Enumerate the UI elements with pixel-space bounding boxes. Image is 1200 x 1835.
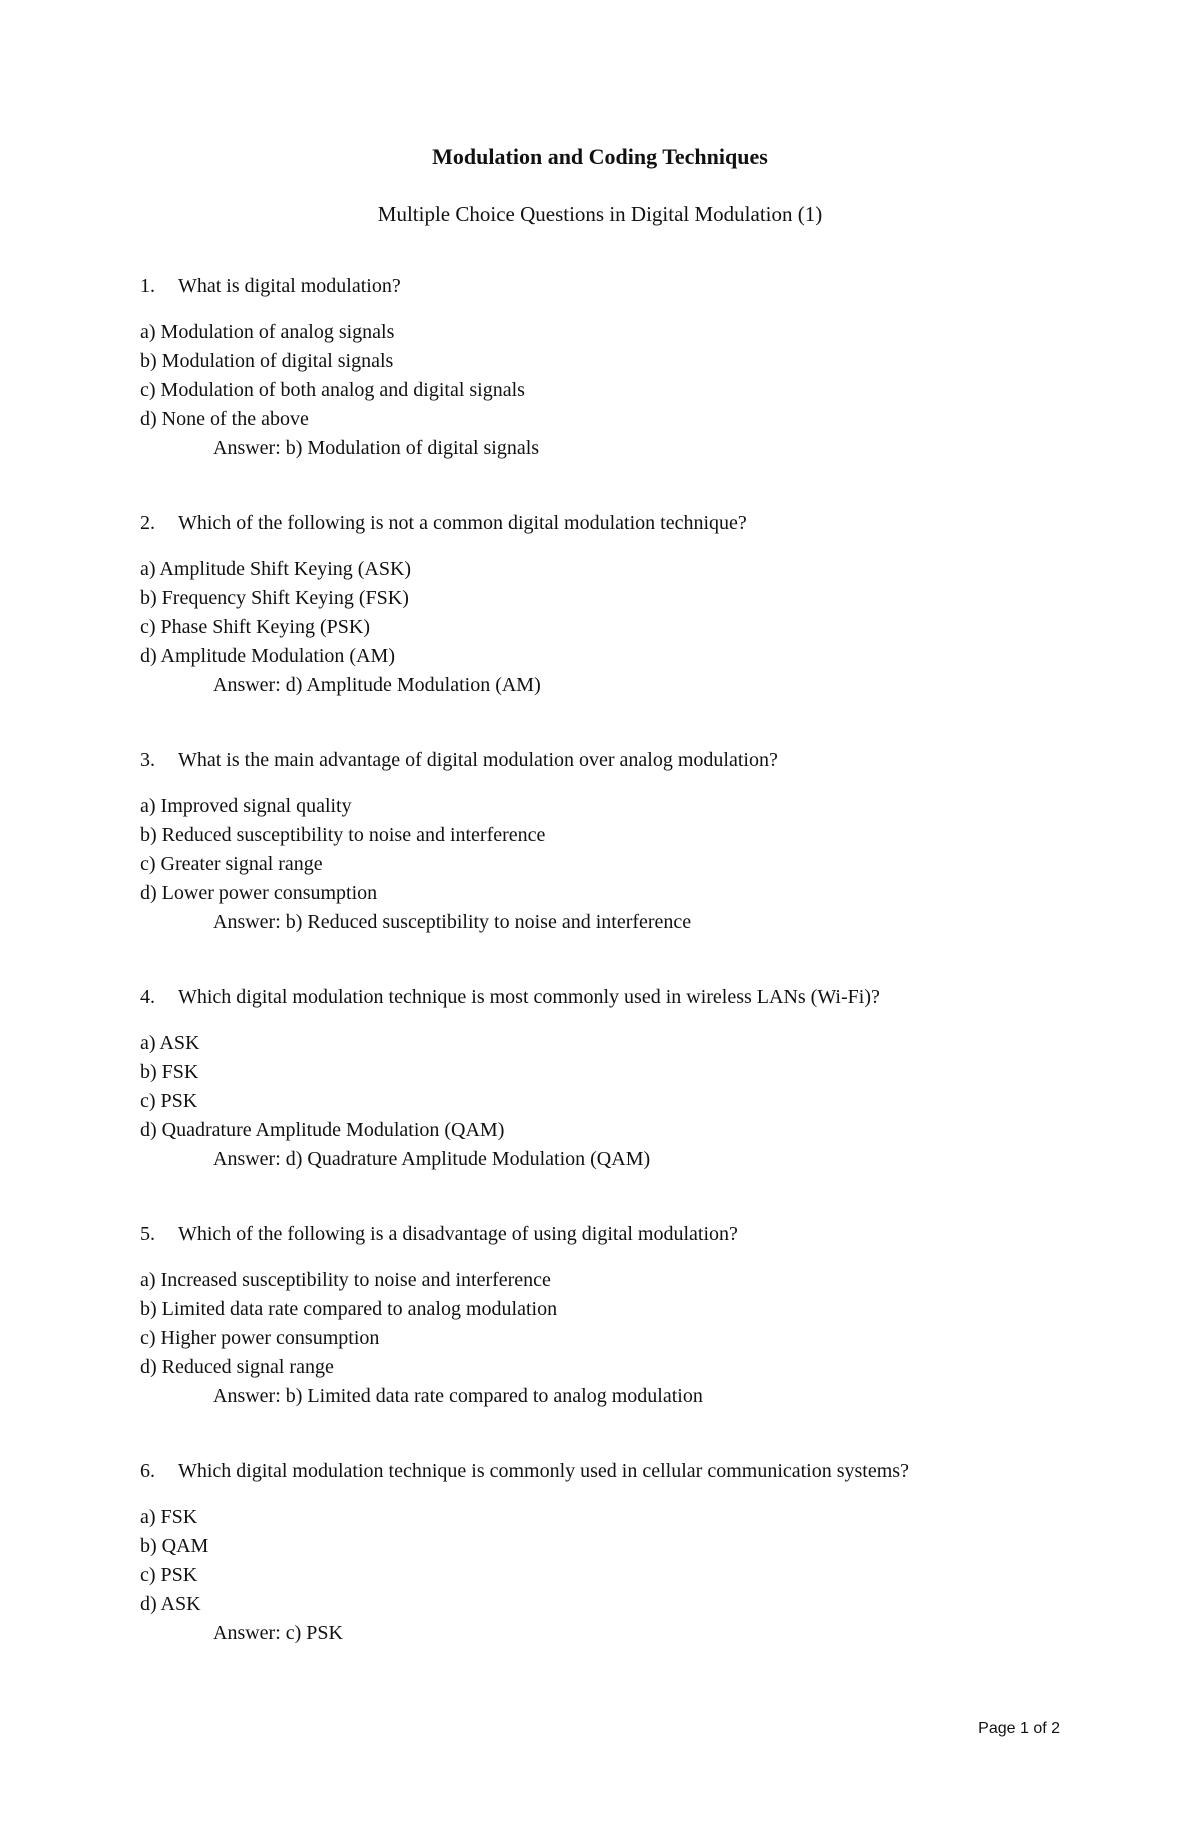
- answer-line: Answer: b) Limited data rate compared to analog modulation: [213, 1385, 703, 1407]
- option-b: b) FSK: [140, 1061, 199, 1083]
- answer-line: Answer: d) Amplitude Modulation (AM): [213, 674, 541, 696]
- question-stem: [140, 746, 1100, 774]
- question-number: 5.: [140, 1223, 155, 1245]
- option-list: [140, 555, 1100, 671]
- document-subtitle: Multiple Choice Questions in Digital Modulation (1): [377, 202, 823, 226]
- question-4: [140, 983, 1100, 1174]
- document-title: Modulation and Coding Techniques: [432, 144, 768, 169]
- question-3: [140, 746, 1100, 937]
- question-5: [140, 1220, 1100, 1411]
- option-list: [140, 1266, 1100, 1382]
- option-c: c) Phase Shift Keying (PSK): [140, 616, 370, 638]
- option-c: c) PSK: [140, 1564, 198, 1586]
- question-number: 4.: [140, 986, 155, 1008]
- question-stem: [140, 983, 1100, 1011]
- option-a: a) FSK: [140, 1506, 198, 1528]
- question-text: What is digital modulation?: [178, 275, 401, 297]
- option-b: b) Frequency Shift Keying (FSK): [140, 587, 409, 609]
- option-d: d) ASK: [140, 1593, 201, 1615]
- question-number: 3.: [140, 749, 155, 771]
- option-d: d) Quadrature Amplitude Modulation (QAM): [140, 1119, 505, 1141]
- question-stem: [140, 509, 1100, 537]
- question-text: Which of the following is not a common digital modulation technique?: [178, 512, 747, 534]
- option-d: d) Amplitude Modulation (AM): [140, 645, 395, 667]
- option-list: [140, 1029, 1100, 1145]
- option-a: a) Amplitude Shift Keying (ASK): [140, 558, 412, 580]
- option-b: b) QAM: [140, 1535, 209, 1557]
- answer-line: Answer: d) Quadrature Amplitude Modulation (QAM): [213, 1148, 651, 1170]
- question-number: 2.: [140, 512, 155, 534]
- option-d: d) Lower power consumption: [140, 882, 378, 904]
- answer-line: Answer: b) Modulation of digital signals: [213, 437, 540, 459]
- question-text: Which digital modulation technique is commonly used in cellular communication systems?: [178, 1460, 909, 1482]
- question-stem: [140, 272, 1100, 300]
- option-d: d) None of the above: [140, 408, 309, 430]
- option-list: [140, 1503, 1100, 1619]
- option-c: c) Higher power consumption: [140, 1327, 380, 1349]
- page-number-footer: Page 1 of 2: [978, 1720, 1060, 1737]
- question-number: 6.: [140, 1460, 155, 1482]
- question-text: What is the main advantage of digital modulation over analog modulation?: [178, 749, 778, 771]
- question-1: [140, 272, 1100, 463]
- option-d: d) Reduced signal range: [140, 1356, 334, 1378]
- option-list: [140, 318, 1100, 434]
- option-c: c) PSK: [140, 1090, 198, 1112]
- question-2: [140, 509, 1100, 700]
- option-b: b) Limited data rate compared to analog modulation: [140, 1298, 558, 1320]
- question-stem: [140, 1220, 1100, 1248]
- question-number: 1.: [140, 275, 155, 297]
- question-text: Which of the following is a disadvantage of using digital modulation?: [178, 1223, 738, 1245]
- option-a: a) ASK: [140, 1032, 200, 1054]
- option-c: c) Greater signal range: [140, 853, 323, 875]
- option-b: b) Modulation of digital signals: [140, 350, 394, 372]
- option-list: [140, 792, 1100, 908]
- option-a: a) Increased susceptibility to noise and interference: [140, 1269, 551, 1291]
- question-stem: [140, 1457, 1100, 1485]
- option-c: c) Modulation of both analog and digital signals: [140, 379, 525, 401]
- option-a: a) Improved signal quality: [140, 795, 352, 817]
- question-text: Which digital modulation technique is most commonly used in wireless LANs (Wi-Fi)?: [178, 986, 880, 1008]
- option-b: b) Reduced susceptibility to noise and interference: [140, 824, 546, 846]
- question-6: [140, 1457, 1100, 1648]
- option-a: a) Modulation of analog signals: [140, 321, 395, 343]
- answer-line: Answer: b) Reduced susceptibility to noise and interference: [213, 911, 692, 933]
- answer-line: Answer: c) PSK: [213, 1622, 343, 1644]
